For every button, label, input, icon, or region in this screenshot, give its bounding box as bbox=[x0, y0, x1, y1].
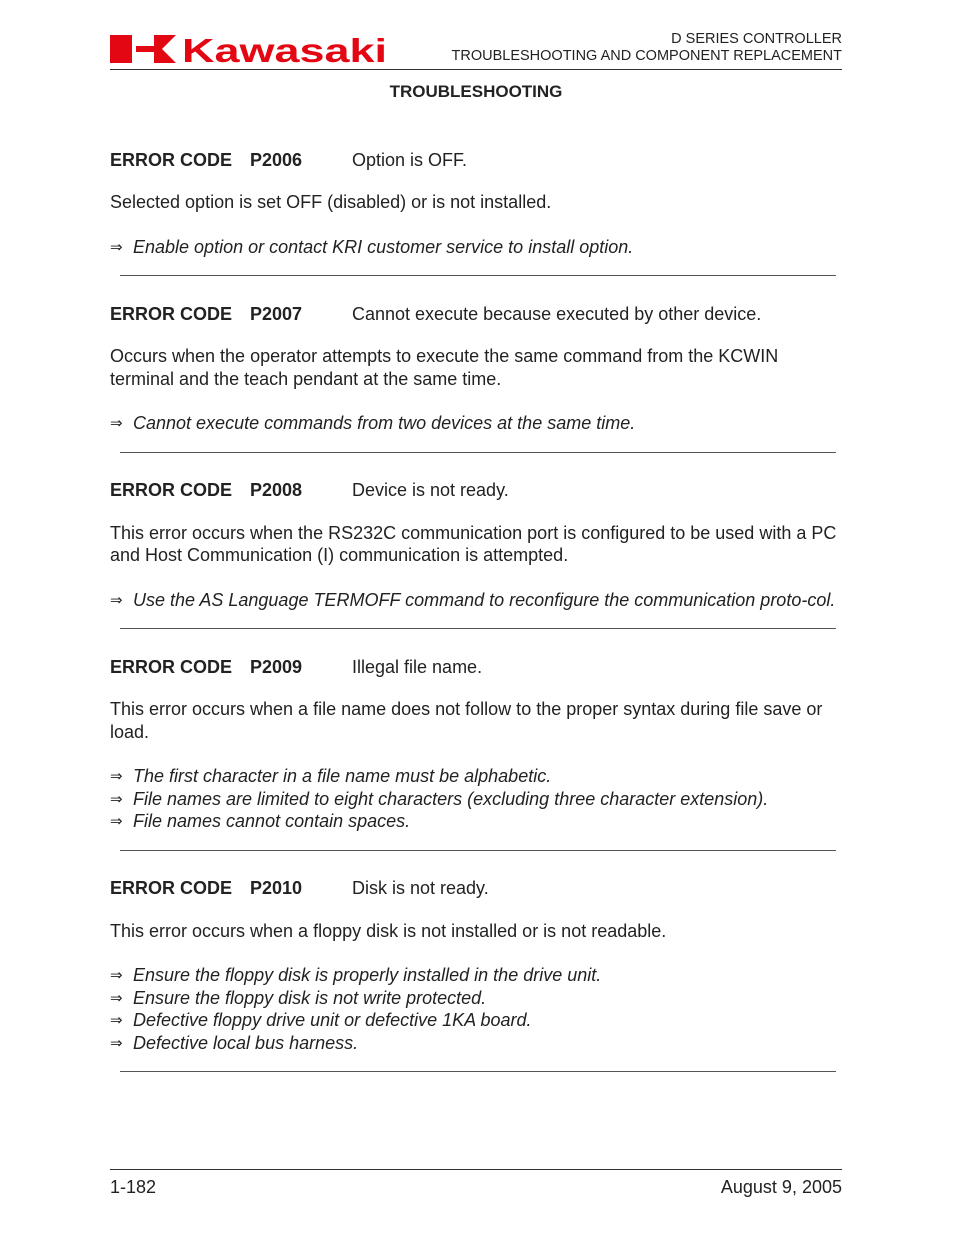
header-divider bbox=[110, 69, 842, 70]
section-separator bbox=[120, 1071, 836, 1072]
header-line-1: D SERIES CONTROLLER bbox=[671, 31, 842, 47]
remedy-text: The first character in a file name must be alphabetic. bbox=[133, 766, 552, 786]
error-code: P2008 bbox=[250, 480, 303, 501]
remedy-item bbox=[110, 788, 842, 811]
arrow-icon: ⇒ bbox=[110, 789, 123, 808]
remedy-item bbox=[110, 236, 842, 259]
section-separator bbox=[120, 850, 836, 851]
header-line-2: TROUBLESHOOTING AND COMPONENT REPLACEMENT bbox=[451, 48, 842, 64]
remedy-list bbox=[110, 964, 842, 1054]
section-separator bbox=[120, 275, 836, 276]
remedy-text: Ensure the floppy disk is not write protected. bbox=[133, 987, 487, 1008]
section-separator bbox=[120, 452, 836, 453]
header-info bbox=[452, 31, 842, 65]
error-title: Option is OFF. bbox=[352, 149, 468, 170]
error-title: Illegal file name. bbox=[352, 656, 483, 677]
remedy-item bbox=[110, 1009, 842, 1032]
error-code: P2010 bbox=[250, 878, 303, 899]
arrow-icon: ⇒ bbox=[110, 590, 123, 609]
error-code: P2006 bbox=[250, 149, 303, 170]
error-description: This error occurs when a floppy disk is not installed or is not readable. bbox=[110, 920, 667, 941]
error-block bbox=[110, 146, 842, 276]
error-block bbox=[110, 300, 842, 453]
error-heading bbox=[110, 300, 842, 328]
remedy-text: Use the AS Language TERMOFF command to reconfigure the communication proto-col. bbox=[133, 589, 836, 610]
remedy-list bbox=[110, 589, 842, 612]
error-block bbox=[110, 875, 842, 1073]
error-label: ERROR CODE bbox=[110, 656, 233, 677]
arrow-icon: ⇒ bbox=[110, 1033, 123, 1052]
error-label: ERROR CODE bbox=[110, 149, 233, 170]
remedy-item bbox=[110, 589, 842, 612]
error-label: ERROR CODE bbox=[110, 303, 233, 324]
remedy-list bbox=[110, 765, 842, 833]
remedy-text: Defective local bus harness. bbox=[133, 1032, 359, 1053]
error-heading bbox=[110, 477, 842, 505]
error-code: P2007 bbox=[250, 303, 303, 324]
arrow-icon: ⇒ bbox=[110, 414, 123, 432]
arrow-icon: ⇒ bbox=[110, 767, 123, 785]
remedy-item bbox=[110, 1032, 842, 1055]
error-label: ERROR CODE bbox=[110, 480, 233, 501]
error-title: Disk is not ready. bbox=[352, 878, 489, 899]
footer-divider bbox=[110, 1169, 842, 1170]
remedy-text: Cannot execute commands from two devices at the same time. bbox=[133, 413, 636, 433]
error-heading bbox=[110, 875, 842, 903]
section-separator bbox=[120, 628, 836, 629]
error-block bbox=[110, 477, 842, 630]
arrow-icon: ⇒ bbox=[110, 812, 123, 830]
remedy-item bbox=[110, 765, 842, 788]
remedy-text: Defective floppy drive unit or defective 1KA board. bbox=[133, 1010, 532, 1030]
error-heading bbox=[110, 146, 842, 174]
error-code: P2009 bbox=[250, 656, 303, 677]
footer-date: August 9, 2005 bbox=[720, 1177, 842, 1197]
arrow-icon: ⇒ bbox=[110, 237, 123, 256]
error-title: Device is not ready. bbox=[352, 480, 509, 501]
arrow-icon: ⇒ bbox=[110, 966, 123, 984]
section-title: TROUBLESHOOTING bbox=[389, 82, 563, 101]
arrow-icon: ⇒ bbox=[110, 988, 123, 1007]
error-label: ERROR CODE bbox=[110, 878, 233, 899]
error-description: Occurs when the operator attempts to execute the same command from the KCWIN terminal and the teach pendant at the same time. bbox=[110, 346, 779, 389]
logo-text: Kawasaki bbox=[182, 32, 387, 66]
remedy-text: Enable option or contact KRI customer service to install option. bbox=[133, 236, 634, 257]
remedy-item bbox=[110, 412, 842, 435]
error-title: Cannot execute because executed by other device. bbox=[352, 303, 762, 324]
remedy-text: File names are limited to eight characters (excluding three character extension). bbox=[133, 788, 769, 809]
remedy-item bbox=[110, 810, 842, 833]
error-description: This error occurs when the RS232C communication port is configured to be used with a PC and Host Communication (I) communication is attempted. bbox=[110, 522, 837, 565]
error-block bbox=[110, 653, 842, 851]
remedy-item bbox=[110, 987, 842, 1010]
page-number: 1-182 bbox=[110, 1177, 157, 1197]
kawasaki-logo bbox=[110, 32, 390, 66]
error-heading bbox=[110, 653, 842, 681]
arrow-icon: ⇒ bbox=[110, 1011, 123, 1029]
remedy-item bbox=[110, 964, 842, 987]
error-list bbox=[110, 146, 842, 1072]
remedy-list bbox=[110, 412, 842, 435]
remedy-text: File names cannot contain spaces. bbox=[133, 811, 411, 831]
error-description: Selected option is set OFF (disabled) or is not installed. bbox=[110, 192, 552, 212]
remedy-list bbox=[110, 236, 842, 259]
error-description: This error occurs when a file name does not follow to the proper syntax during file save or load. bbox=[110, 699, 823, 742]
remedy-text: Ensure the floppy disk is properly installed in the drive unit. bbox=[133, 965, 602, 985]
